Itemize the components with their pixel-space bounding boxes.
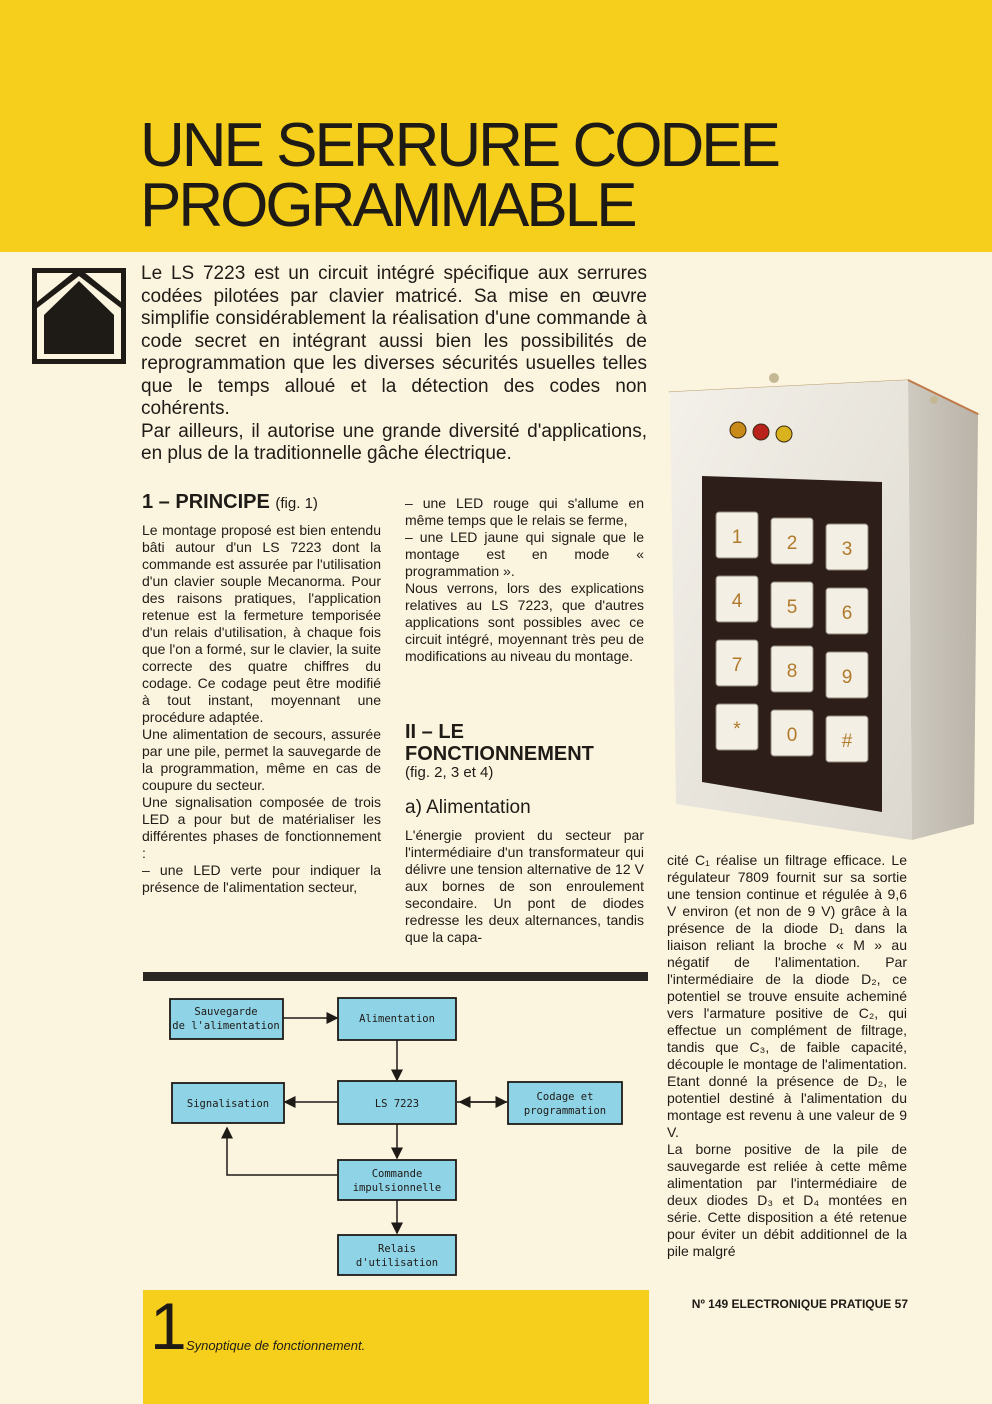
keypad-key-label: 6 <box>841 603 853 624</box>
figure-reference: (fig. 2, 3 et 4) <box>405 764 494 781</box>
block-signalisation <box>172 1083 284 1123</box>
svg-text:de l'alimentation: de l'alimentation <box>172 1020 280 1032</box>
house-logo-icon <box>32 268 126 364</box>
title-line-2: PROGRAMMABLE <box>140 171 635 240</box>
svg-text:LS 7223: LS 7223 <box>374 1098 420 1110</box>
svg-text:Codage et: Codage et <box>536 1091 594 1103</box>
section-heading-principe <box>142 491 318 514</box>
paragraph: L'énergie provient du secteur par l'intermédiaire d'un transformateur qui délivre une tension alternative de 12 V aux bornes de son enroulement secondaire. Un pont de diodes redresse les deux alternances, tandis que la capa- <box>405 827 644 945</box>
figure-number: 1 <box>150 1289 187 1363</box>
keypad-key <box>826 652 868 698</box>
svg-text:Relais: Relais <box>378 1243 416 1255</box>
section-heading-fonctionnement <box>405 721 594 765</box>
text-column-1 <box>142 522 381 896</box>
figure-caption: Synoptique de fonctionnement. <box>186 1338 366 1353</box>
block-ls7223 <box>338 1081 456 1124</box>
text-column-2-lower <box>405 827 644 946</box>
keypad-key <box>716 704 758 750</box>
svg-text:Signalisation: Signalisation <box>186 1098 270 1110</box>
keypad-key-label: 0 <box>786 725 798 746</box>
paragraph: Une signalisation composée de trois LED a pour but de matérialiser les différentes phases de fonctionnement : <box>142 794 381 861</box>
keypad-key-label: 4 <box>731 591 743 612</box>
heading-text: 1 – PRINCIPE <box>142 491 270 513</box>
title-line-1: UNE SERRURE CODEE <box>140 111 778 180</box>
keypad-key <box>771 646 813 692</box>
svg-text:Alimentation: Alimentation <box>359 1013 435 1025</box>
svg-text:d'utilisation: d'utilisation <box>355 1257 439 1269</box>
keypad-key <box>771 710 813 756</box>
keypad-key-label: 8 <box>786 661 798 682</box>
paragraph: Une alimentation de secours, assurée par une pile, permet la sauvegarde de la programmation, même en cas de coupure du secteur. <box>142 726 381 793</box>
intro-paragraph-1: Le LS 7223 est un circuit intégré spécifique aux serrures codées pilotées par clavier matricé. Sa mise en œuvre simplifie considérablement la réalisation d'une commande à code secret en intégrant aussi bien les possibilités de reprogrammation que les diverses sécurités usuelles telles que le temps alloué et la détection des codes non cohérents. <box>141 263 647 419</box>
keypad-key-label: 5 <box>786 597 798 618</box>
block-diagram <box>142 970 648 1290</box>
heading-line-1: II – LE <box>405 721 464 743</box>
keypad-key <box>826 588 868 634</box>
paragraph: – une LED rouge qui s'allume en même temps que le relais se ferme, <box>405 495 644 528</box>
paragraph: La borne positive de la pile de sauvegarde est reliée à cette même alimentation par l'intermédiaire de deux diodes D₃ et D₄ montées en série. Cette disposition a été retenue pour éviter un débit additionnel de la pile malgré <box>667 1141 907 1259</box>
figure-reference: (fig. 1) <box>275 495 318 512</box>
paragraph: – une LED verte pour indiquer la présence de l'alimentation secteur, <box>142 862 381 895</box>
text-column-2 <box>405 495 644 665</box>
keypad-key <box>826 716 868 762</box>
keypad-key-label: # <box>841 731 853 752</box>
keypad-key-label: 1 <box>731 527 743 548</box>
led-icon <box>776 426 792 442</box>
keypad-key <box>716 640 758 686</box>
keypad-key <box>826 524 868 570</box>
svg-text:Sauvegarde: Sauvegarde <box>194 1006 258 1018</box>
led-icon <box>753 424 769 440</box>
diagram-rule <box>143 972 648 981</box>
heading-line-2: FONCTIONNEMENT <box>405 743 594 765</box>
svg-text:impulsionnelle: impulsionnelle <box>352 1182 442 1194</box>
block-codage <box>508 1082 622 1124</box>
keypad-key-label: 3 <box>841 539 853 560</box>
keypad-key-label: 7 <box>731 655 743 676</box>
paragraph: – une LED jaune qui signale que le montage est en mode « programmation ». <box>405 529 644 579</box>
keypad-key-label: 2 <box>786 533 798 554</box>
keypad-key <box>771 582 813 628</box>
block-commande <box>338 1160 456 1200</box>
page-folio: Nº 149 ELECTRONIQUE PRATIQUE 57 <box>691 1297 908 1311</box>
block-relais <box>338 1235 456 1275</box>
svg-text:Commande: Commande <box>371 1168 423 1180</box>
block-alimentation <box>338 998 456 1040</box>
keypad-key-label: 9 <box>841 667 853 688</box>
article-title <box>140 111 980 240</box>
text-column-3 <box>667 852 907 1260</box>
keypad-photo <box>668 372 986 842</box>
subheading-alimentation: a) Alimentation <box>405 797 531 818</box>
led-icon <box>730 422 746 438</box>
keypad-key <box>716 576 758 622</box>
block-sauvegarde <box>170 999 283 1039</box>
keypad-key <box>716 512 758 558</box>
paragraph: cité C₁ réalise un filtrage efficace. Le régulateur 7809 fournit sur sa sortie une tension continue et régulée à 9,6 V environ (et non de 9 V) grâce à la présence de la diode D₁ dans la liaison reliant la broche « M » au négatif de l'alimentation. Par l'intermédiaire de la diode D₂, ce potentiel se trouve ensuite acheminé vers l'armature positive de C₂, qui effectue un complément de filtrage, tandis que C₃, de faible capacité, découple le montage de l'alimentation. Etant donné la présence de D₂, le potentiel destiné à l'alimentation du montage est revenu à une valeur de 9 V. <box>667 852 907 1140</box>
keypad-key-label: * <box>733 719 741 740</box>
paragraph: Nous verrons, lors des explications relatives au LS 7223, que d'autres applications sont possibles avec ce circuit intégré, moyennant très peu de modifications au niveau du montage. <box>405 580 644 664</box>
keypad-key <box>771 518 813 564</box>
intro-paragraph-2: Par ailleurs, il autorise une grande diversité d'applications, en plus de la traditionnelle gâche électrique. <box>141 420 647 464</box>
intro <box>141 263 647 466</box>
svg-text:programmation: programmation <box>523 1105 607 1117</box>
paragraph: Le montage proposé est bien entendu bâti autour d'un LS 7223 dont la commande est assurée par l'utilisation d'un clavier souple Mecanorma. Pour des raisons pratiques, l'application retenue est la fermeture temporisée d'un relais d'utilisation, à chaque fois que l'on a formé, sur le clavier, la suite correcte des quatre chiffres du codage. Ce codage peut être modifié à tout instant, moyennant une procédure adaptée. <box>142 522 381 725</box>
